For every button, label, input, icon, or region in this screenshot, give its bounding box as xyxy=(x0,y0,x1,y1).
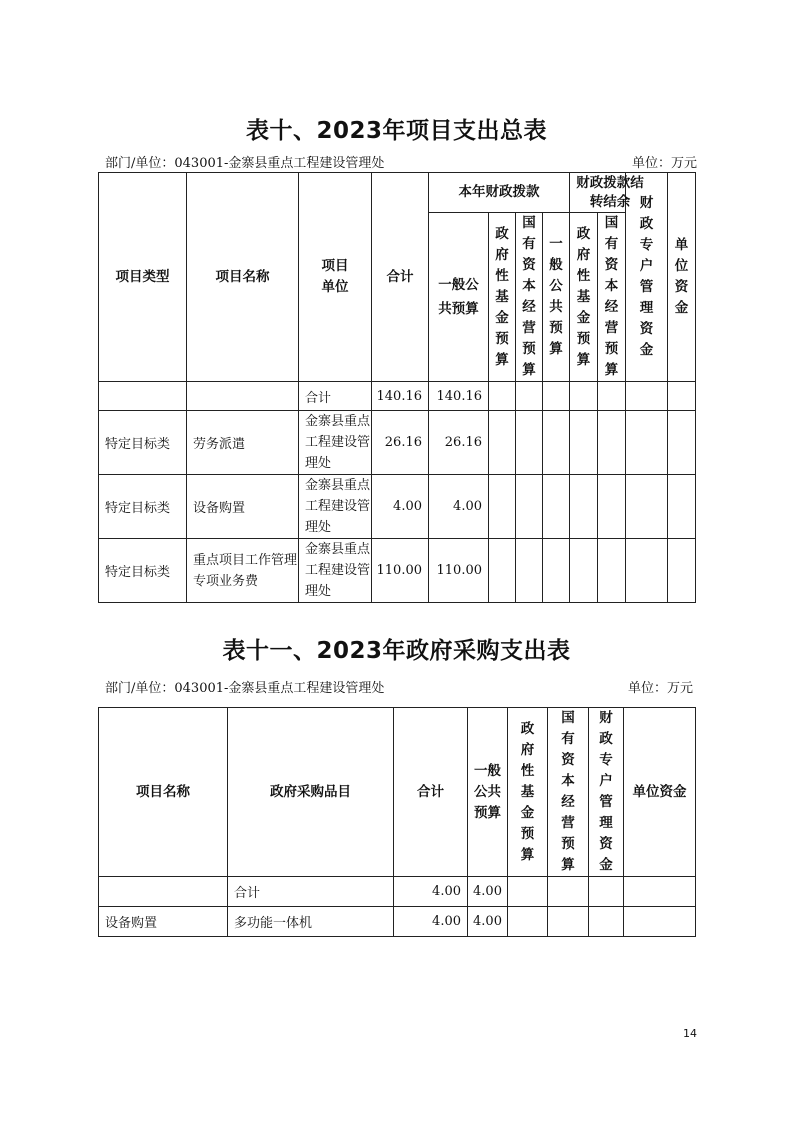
cell-type: 特定目标类 xyxy=(99,539,187,603)
header-carryover-text: 财政拨款结转结余 xyxy=(576,174,644,210)
cell-empty xyxy=(589,907,624,937)
cell-general: 4.00 xyxy=(468,907,508,937)
cell-empty xyxy=(543,382,570,411)
cell-type: 特定目标类 xyxy=(99,411,187,475)
table11-title: 表十一、2023年政府采购支出表 xyxy=(222,638,571,664)
table10-unit: 单位：万元 xyxy=(632,156,698,171)
header-gov-fund-text: 政府性基金预算 xyxy=(495,225,509,368)
header-project-org-text: 项目单位 xyxy=(321,258,349,295)
cell-empty xyxy=(570,382,598,411)
cell-empty xyxy=(668,382,696,411)
table-row xyxy=(99,475,696,539)
cell-empty xyxy=(589,877,624,907)
cell-name: 劳务派遣 xyxy=(187,411,299,475)
cell-empty xyxy=(598,411,626,475)
cell-org: 金寨县重点工程建设管理处 xyxy=(299,475,372,539)
cell-empty xyxy=(548,877,589,907)
cell-empty xyxy=(489,475,516,539)
cell-empty xyxy=(668,411,696,475)
cell-total: 26.16 xyxy=(372,411,429,475)
header-carry-general xyxy=(543,213,570,382)
header-gov-fund-text: 政府性基金预算 xyxy=(520,720,535,863)
cell-empty xyxy=(543,411,570,475)
cell-empty xyxy=(570,411,598,475)
cell-total: 4.00 xyxy=(394,907,468,937)
cell-name: 设备购置 xyxy=(187,475,299,539)
cell-empty xyxy=(598,382,626,411)
header-carryover-group xyxy=(570,173,644,213)
cell-name xyxy=(99,877,228,907)
cell-general: 110.00 xyxy=(429,539,489,603)
header-carry-gov-fund xyxy=(570,213,598,382)
header-total: 合计 xyxy=(372,173,429,382)
cell-total: 4.00 xyxy=(372,475,429,539)
header-project-name: 项目名称 xyxy=(99,708,228,877)
header-carry-state-capital xyxy=(598,213,626,382)
cell-empty xyxy=(489,411,516,475)
cell-general: 4.00 xyxy=(429,475,489,539)
cell-empty xyxy=(508,907,548,937)
cell-name: 设备购置 xyxy=(99,907,228,937)
cell-total: 110.00 xyxy=(372,539,429,603)
cell-empty xyxy=(543,539,570,603)
cell-empty xyxy=(516,382,543,411)
header-general-budget-text: 一般公共预算 xyxy=(474,762,501,821)
cell-empty xyxy=(516,539,543,603)
header-special-account xyxy=(626,173,668,382)
cell-empty xyxy=(508,877,548,907)
cell-empty xyxy=(598,539,626,603)
header-project-name: 项目名称 xyxy=(187,173,299,382)
header-state-capital-text: 国有资本经营预算 xyxy=(561,710,575,873)
table-row xyxy=(99,907,696,937)
header-project-type: 项目类型 xyxy=(99,173,187,382)
cell-empty xyxy=(624,907,696,937)
cell-empty xyxy=(543,475,570,539)
cell-empty xyxy=(626,475,668,539)
header-self-fund-text: 单位资金 xyxy=(674,237,689,316)
header-special-account-text: 财政专户管理资金 xyxy=(639,195,654,358)
cell-empty xyxy=(668,539,696,603)
cell-type: 特定目标类 xyxy=(99,475,187,539)
cell-empty xyxy=(548,907,589,937)
header-state-capital xyxy=(548,708,589,877)
header-self-fund: 单位资金 xyxy=(624,708,696,877)
cell-empty xyxy=(626,411,668,475)
cell-total: 4.00 xyxy=(394,877,468,907)
header-procurement-item: 政府采购品目 xyxy=(228,708,394,877)
cell-empty xyxy=(624,877,696,907)
table-row xyxy=(99,539,696,603)
cell-empty xyxy=(489,539,516,603)
cell-org: 金寨县重点工程建设管理处 xyxy=(299,411,372,475)
cell-empty xyxy=(668,475,696,539)
cell-empty xyxy=(626,382,668,411)
header-state-capital xyxy=(516,213,543,382)
cell-empty xyxy=(570,475,598,539)
header-gov-fund xyxy=(508,708,548,877)
table10-title: 表十、2023年项目支出总表 xyxy=(245,118,547,144)
header-current-year-group: 本年财政拨款 xyxy=(429,173,570,213)
table11-unit: 单位：万元 xyxy=(628,681,694,696)
cell-empty xyxy=(516,475,543,539)
header-special-account xyxy=(589,708,624,877)
cell-org: 金寨县重点工程建设管理处 xyxy=(299,539,372,603)
cell-general: 4.00 xyxy=(468,877,508,907)
cell-item: 多功能一体机 xyxy=(228,907,394,937)
header-carry-general-text: 一般公共预算 xyxy=(549,236,563,357)
header-state-capital-text: 国有资本经营预算 xyxy=(522,215,536,378)
cell-empty xyxy=(489,382,516,411)
cell-empty xyxy=(516,411,543,475)
cell-general: 26.16 xyxy=(429,411,489,475)
cell-type xyxy=(99,382,187,411)
header-project-org xyxy=(299,173,372,382)
header-total: 合计 xyxy=(394,708,468,877)
cell-empty xyxy=(598,475,626,539)
header-carry-gov-fund-text: 政府性基金预算 xyxy=(576,225,591,368)
gov-procurement-table xyxy=(98,707,696,937)
header-general-budget xyxy=(468,708,508,877)
header-special-account-text: 财政专户管理资金 xyxy=(599,710,613,873)
cell-general: 140.16 xyxy=(429,382,489,411)
table11-dept: 部门/单位：043001-金寨县重点工程建设管理处 xyxy=(105,681,385,696)
table-row xyxy=(99,382,696,411)
cell-item: 合计 xyxy=(228,877,394,907)
cell-empty xyxy=(626,539,668,603)
header-general-budget-text: 一般公共预算 xyxy=(438,277,479,317)
cell-empty xyxy=(570,539,598,603)
project-expenditure-table xyxy=(98,172,696,603)
table-row xyxy=(99,877,696,907)
table-row xyxy=(99,411,696,475)
page-number: 14 xyxy=(683,1027,697,1040)
header-carry-state-capital-text: 国有资本经营预算 xyxy=(604,215,619,378)
header-self-fund xyxy=(668,173,696,382)
header-general-budget xyxy=(429,213,489,382)
header-gov-fund xyxy=(489,213,516,382)
cell-org: 合计 xyxy=(299,382,372,411)
cell-total: 140.16 xyxy=(372,382,429,411)
table10-dept: 部门/单位：043001-金寨县重点工程建设管理处 xyxy=(105,156,385,171)
cell-name: 重点项目工作管理专项业务费 xyxy=(187,539,299,603)
cell-name xyxy=(187,382,299,411)
